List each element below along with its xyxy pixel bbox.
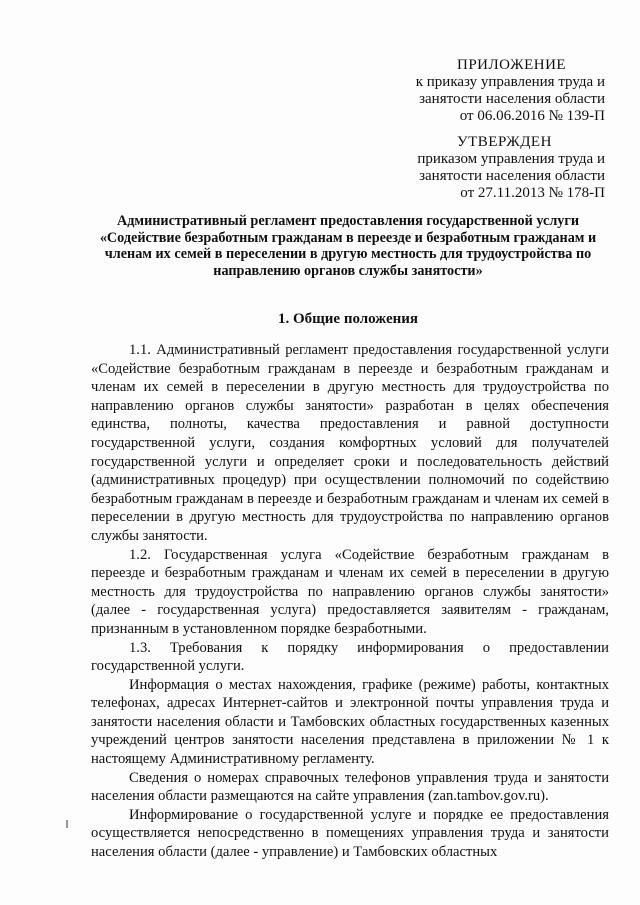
approved-line: занятости населения области [419,168,605,184]
document-title: Административный регламент предоставления государственной услуги «Содействие безработным гражданам в переезде и безработным гражданам и членам их семей в переселении в другую местность для трудоустройства по направлению органов службы занятости» [99,213,597,279]
paragraph: Информирование о государственной услуге и порядке ее предоставления осуществляется непосредственно в помещениях управления труда и занятости населения области (далее - управление) и Тамбовских областных [91,806,609,861]
appendix-line: к приказу управления труда и [415,74,605,90]
paragraph: 1.3. Требования к порядку информирования о предоставлении государственной услуги. [91,639,609,675]
scan-mark [66,820,68,828]
approved-block [405,134,605,202]
section-title: 1. Общие положения [277,311,419,327]
document-body [91,341,609,862]
approved-line: приказом управления труда и [417,151,605,167]
paragraph: 1.1. Административный регламент предоставления государственной услуги «Содействие безработным гражданам в переезде и безработным гражданам и членам их семей в переселении в другую местность для трудоустройства по направлению органов службы занятости» разработан в целях обеспечения единства, полноты, качества предоставления и равной доступности государственной услуги, создания комфортных условий для получателей государственной услуги и определяет сроки и последовательность действий (административных процедур) при осуществлении полномочий по содействию безработным гражданам в переезде и безработным гражданам и членам их семей в переселении в другую местность для трудоустройства по направлению органов службы занятости. [91,342,609,544]
appendix-block [405,57,605,125]
paragraph: Сведения о номерах справочных телефонов управления труда и занятости населения области размещаются на сайте управления (zan.tambov.gov.ru). [91,769,609,805]
paragraph: 1.2. Государственная услуга «Содействие безработным гражданам в переезде и безработным гражданам и членам их семей в переселении в другую местность для трудоустройства по направлению органов службы занятости» (далее - государственная услуга) предоставляется заявителям - гражданам, признанным в установленном порядке безработными. [91,546,609,637]
paragraph: Информация о местах нахождения, графике (режиме) работы, контактных телефонах, адресах Интернет-сайтов и электронной почты управления труда и занятости населения области и Тамбовских областных государственных казенных учреждений центров занятости населения представлена в приложении № 1 к настоящему Административному регламенту. [91,676,609,768]
approved-line: от 27.11.2013 № 178-П [460,185,605,201]
appendix-line: занятости населения области [419,91,605,107]
approved-title: УТВЕРЖДЕН [457,134,552,150]
appendix-line: от 06.06.2016 № 139-П [459,108,605,124]
appendix-title: ПРИЛОЖЕНИЕ [457,57,567,73]
